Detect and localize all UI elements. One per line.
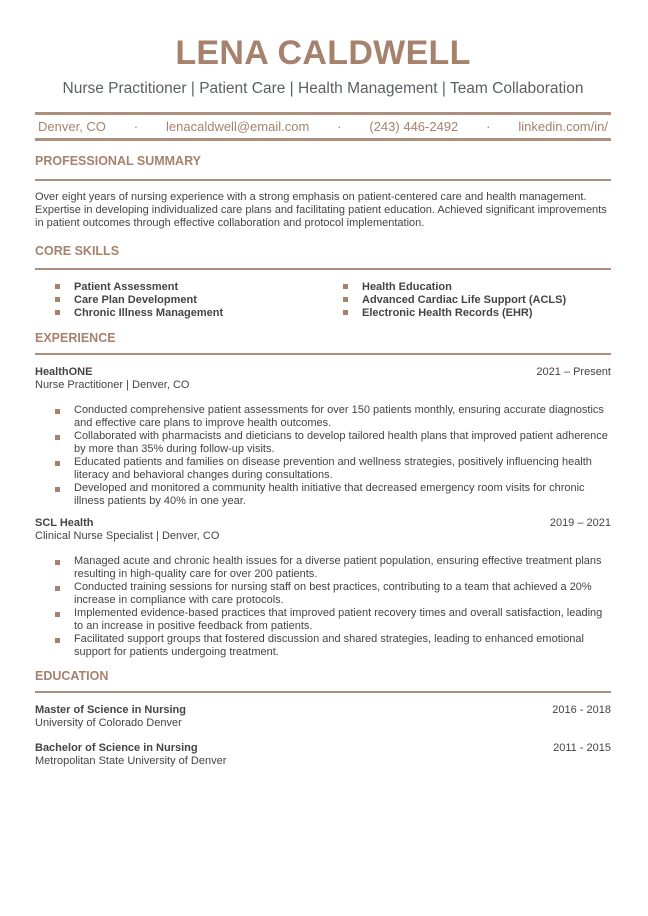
bullet-text: Managed acute and chronic health issues for a diverse patient population, ensuring effective treatment plans resulting in high-quality care for over 200 patients.	[74, 555, 602, 580]
divider	[35, 353, 611, 355]
skill-label: Advanced Cardiac Life Support (ACLS)	[362, 294, 567, 306]
skill-item	[343, 307, 611, 320]
skill-item	[343, 281, 611, 294]
education-entry	[35, 742, 611, 768]
divider	[35, 268, 611, 270]
company: SCL Health	[35, 517, 94, 529]
job-bullets	[35, 404, 611, 508]
bullet-text: Conducted comprehensive patient assessments for over 150 patients monthly, ensuring accurate diagnostics and effective care plans to improve health outcomes.	[74, 404, 604, 429]
skill-item	[55, 281, 343, 294]
bullet-item	[35, 404, 611, 430]
job-dates: 2019 – 2021	[549, 517, 611, 529]
job-role: Clinical Nurse Specialist | Denver, CO	[35, 530, 220, 542]
separator: ·	[486, 119, 491, 134]
bullet-item	[35, 581, 611, 607]
education-entry	[35, 704, 611, 730]
section-title-education: EDUCATION	[35, 669, 109, 683]
email-link[interactable]: lenacaldwell@email.com	[166, 119, 310, 134]
job-entry	[35, 517, 611, 659]
bullet-item	[35, 633, 611, 659]
bullet-item	[35, 430, 611, 456]
bullet-text: Collaborated with pharmacists and dieticians to develop tailored health plans that improved patient adherence by more than 35% during follow-up visits.	[74, 430, 608, 455]
job-entry	[35, 366, 611, 508]
section-title-skills: CORE SKILLS	[35, 244, 120, 258]
skill-label: Health Education	[362, 281, 452, 293]
bullet-icon	[55, 612, 60, 617]
skill-item	[343, 294, 611, 307]
bullet-item	[35, 456, 611, 482]
degree: Master of Science in Nursing	[35, 704, 186, 716]
skill-label: Electronic Health Records (EHR)	[362, 307, 533, 319]
skill-label: Patient Assessment	[74, 281, 179, 293]
bullet-text: Facilitated support groups that fostered discussion and shared strategies, leading to enhanced emotional support for patients undergoing treatment.	[74, 633, 584, 658]
section-title-experience: EXPERIENCE	[35, 331, 116, 345]
bullet-text: Developed and monitored a community health initiative that decreased emergency room visits for chronic illness patients by 40% in one year.	[74, 482, 585, 507]
skill-item	[55, 294, 343, 307]
divider	[35, 112, 611, 115]
bullet-icon	[55, 560, 60, 565]
bullet-icon	[343, 297, 348, 302]
bullet-icon	[55, 284, 60, 289]
summary-text: Over eight years of nursing experience with a strong emphasis on patient-centered care and health management. Expertise in developing individualized care plans and facilitating patient education. Achieved significant improvements in patient outcomes through effective collaboration and protocol implementation.	[35, 191, 607, 229]
bullet-icon	[55, 487, 60, 492]
job-role: Nurse Practitioner | Denver, CO	[35, 379, 190, 391]
edu-dates: 2016 - 2018	[552, 704, 611, 716]
skill-label: Chronic Illness Management	[74, 307, 224, 319]
divider	[35, 691, 611, 693]
school: University of Colorado Denver	[35, 717, 182, 729]
skill-label: Care Plan Development	[74, 294, 197, 306]
company: HealthONE	[35, 366, 93, 378]
bullet-icon	[55, 310, 60, 315]
bullet-item	[35, 555, 611, 581]
bullet-text: Implemented evidence-based practices that improved patient recovery times and overall satisfaction, leading to an increase in positive feedback from patients.	[74, 607, 603, 632]
job-dates: 2021 – Present	[536, 366, 611, 378]
job-bullets	[35, 555, 611, 659]
bullet-icon	[55, 435, 60, 440]
linkedin-link[interactable]: linkedin.com/in/	[518, 119, 608, 134]
bullet-icon	[55, 409, 60, 414]
school: Metropolitan State University of Denver	[35, 755, 227, 767]
bullet-icon	[55, 638, 60, 643]
divider	[35, 179, 611, 181]
contact-bar	[35, 119, 611, 134]
separator: ·	[337, 119, 342, 134]
section-title-summary: PROFESSIONAL SUMMARY	[35, 154, 201, 168]
phone: (243) 446-2492	[369, 119, 459, 134]
bullet-icon	[55, 586, 60, 591]
candidate-name: LENA CALDWELL	[175, 34, 471, 72]
bullet-item	[35, 607, 611, 633]
bullet-text: Conducted training sessions for nursing staff on best practices, contributing to a team that achieved a 20% increase in compliance with care protocols.	[74, 581, 592, 606]
edu-dates: 2011 - 2015	[553, 742, 611, 754]
location: Denver, CO	[38, 119, 106, 134]
bullet-icon	[343, 284, 348, 289]
bullet-item	[35, 482, 611, 508]
divider	[35, 138, 611, 141]
separator: ·	[133, 119, 139, 134]
skills-list	[55, 281, 611, 320]
degree: Bachelor of Science in Nursing	[35, 742, 198, 754]
bullet-icon	[343, 310, 348, 315]
skill-item	[55, 307, 343, 320]
bullet-icon	[55, 461, 60, 466]
bullet-text: Educated patients and families on disease prevention and wellness strategies, positively influencing health literacy and behavioral changes during consultations.	[74, 456, 592, 481]
bullet-icon	[55, 297, 60, 302]
headline: Nurse Practitioner | Patient Care | Health Management | Team Collaboration	[62, 80, 584, 97]
